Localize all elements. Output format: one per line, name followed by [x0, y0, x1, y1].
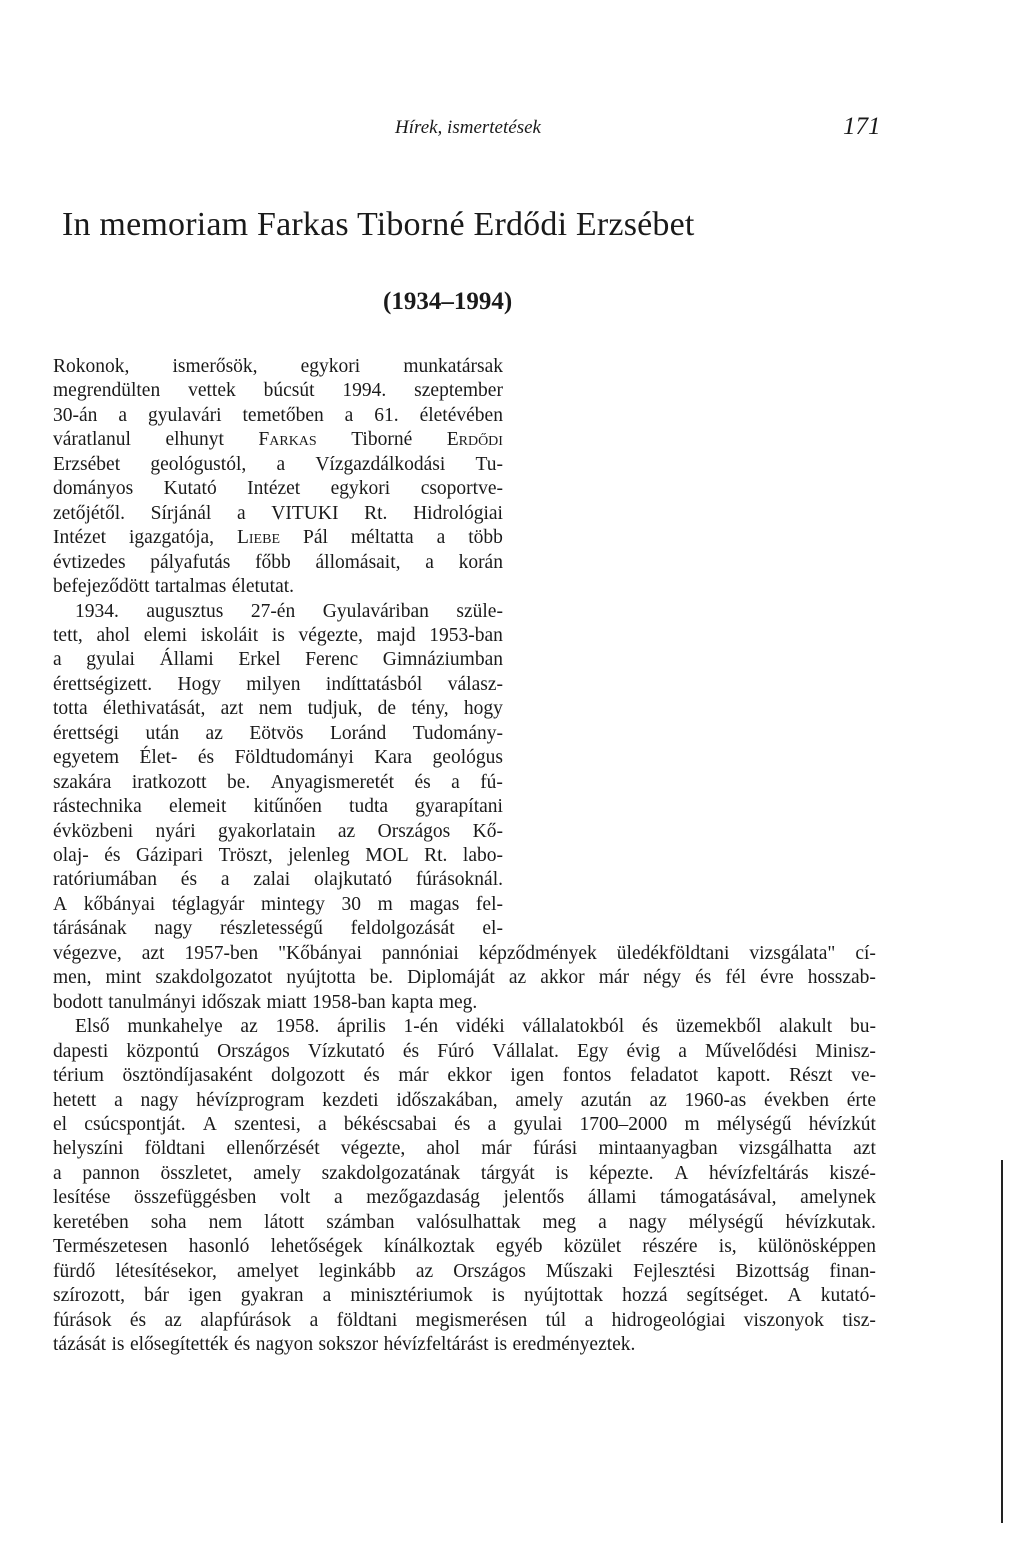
- text-line: váratlanul elhunyt Farkas Tiborné Erdődi: [53, 429, 503, 450]
- text-line: ratóriumában és a zalai olajkutató fúrásoknál.: [53, 869, 503, 890]
- text-line: el csúcspontját. A szentesi, a békéscsabai és a gyulai 1700–2000 m mélységű hévízkút: [53, 1114, 876, 1135]
- text-line: évtizedes pályafutás főbb állomásait, a korán: [53, 552, 503, 573]
- text-line: tett, ahol elemi iskoláit is végezte, majd 1953-ban: [53, 625, 503, 646]
- text-line: Intézet igazgatója, Liebe Pál méltatta a több: [53, 527, 503, 548]
- text-line: szakára iratkozott be. Anyagismeretét és a fú-: [53, 772, 503, 793]
- text-line: 1934. augusztus 27-én Gyulaváriban szüle-: [75, 601, 503, 622]
- text-line: befejeződött tartalmas életutat.: [53, 576, 295, 597]
- text-line: hetett a nagy hévízprogram kezdeti időszakában, amely azután az 1960-as években érte: [53, 1090, 876, 1111]
- text-line: Természetesen hasonló lehetőségek kínálkoztak egyéb közület részére is, különösképpen: [53, 1236, 876, 1257]
- text-line: helyszíni földtani ellenőrzését végezte, ahol már fúrási mintaanyagban vizsgálhatta azt: [53, 1138, 876, 1159]
- text-line: egyetem Élet- és Földtudományi Kara geológus: [53, 747, 503, 768]
- text-line: rástechnika elemeit kitűnően tudta gyarapítani: [53, 796, 503, 817]
- text-line: érettségi után az Eötvös Loránd Tudomány-: [53, 723, 503, 744]
- text-line: olaj- és Gázipari Tröszt, jelenleg MOL Rt. labo-: [53, 845, 503, 866]
- text-line: végezve, azt 1957-ben "Kőbányai pannóniai képződmények üledékföldtani vizsgálata" cí-: [53, 943, 876, 964]
- text-line: fürdő létesítésekor, amelyet leginkább az Országos Műszaki Fejlesztési Bizottság finan-: [53, 1261, 876, 1282]
- text-line: men, mint szakdolgozatot nyújtotta be. Diplomáját az akkor már négy és fél évre hosszab-: [53, 967, 876, 988]
- running-title: Hírek, ismertetések: [395, 117, 541, 138]
- text-line: Erzsébet geológustól, a Vízgazdálkodási Tu-: [53, 454, 503, 475]
- text-line: totta élethivatását, azt nem tudjuk, de tény, hogy: [53, 698, 503, 719]
- text-line: tárásának nagy részletességű feldolgozását el-: [53, 918, 503, 939]
- text-line: dományos Kutató Intézet egykori csoportve-: [53, 478, 503, 499]
- text-line: a pannon összletet, amely szakdolgozatának tárgyát is képezte. A hévízfeltárás kiszé-: [53, 1163, 876, 1184]
- text-line: bodott tanulmányi időszak miatt 1958-ban kapta meg.: [53, 992, 478, 1013]
- text-line: térium ösztöndíjasaként dolgozott és már ekkor igen fontos feladatot kapott. Részt ve-: [53, 1065, 876, 1086]
- text-line: Első munkahelye az 1958. április 1-én vidéki vállalatokból és üzemekből alakult bu-: [75, 1016, 876, 1037]
- text-line: dapesti központú Országos Vízkutató és Fúró Vállalat. Egy évig a Művelődési Minisz-: [53, 1041, 876, 1062]
- page-number: 171: [843, 113, 881, 140]
- running-header: [0, 113, 1024, 143]
- text-line: keretében soha nem látott számban valósulhattak meg a nagy mélységű hévízkutak.: [53, 1212, 876, 1233]
- text-line: Rokonok, ismerősök, egykori munkatársak: [53, 356, 503, 377]
- margin-rule: [1001, 1160, 1003, 1523]
- text-line: szírozott, bár igen gyakran a minisztériumok is nyújtottak hozzá segítséget. A kutató-: [53, 1285, 876, 1306]
- text-line: lesítése összefüggésben volt a mezőgazdaság jelentős állami támogatásával, amelynek: [53, 1187, 876, 1208]
- text-line: A kőbányai téglagyár mintegy 30 m magas fel-: [53, 894, 503, 915]
- text-line: évközbeni nyári gyakorlatain az Országos Kő-: [53, 821, 503, 842]
- article-title: In memoriam Farkas Tiborné Erdődi Erzsébet: [62, 206, 695, 243]
- text-line: tázását is elősegítették és nagyon sokszor hévízfeltárást is eredményeztek.: [53, 1334, 636, 1355]
- text-line: megrendülten vettek búcsút 1994. szeptember: [53, 380, 503, 401]
- text-line: 30-án a gyulavári temetőben a 61. életévében: [53, 405, 503, 426]
- text-line: zetőjétől. Sírjánál a VITUKI Rt. Hidrológiai: [53, 503, 503, 524]
- text-line: fúrások és az alapfúrások a földtani megismerésen túl a hidrogeológiai viszonyok tisz-: [53, 1310, 876, 1331]
- article-years: (1934–1994): [383, 288, 513, 315]
- text-line: érettségizett. Hogy milyen indíttatásból válasz-: [53, 674, 503, 695]
- text-line: a gyulai Állami Erkel Ferenc Gimnáziumban: [53, 649, 503, 670]
